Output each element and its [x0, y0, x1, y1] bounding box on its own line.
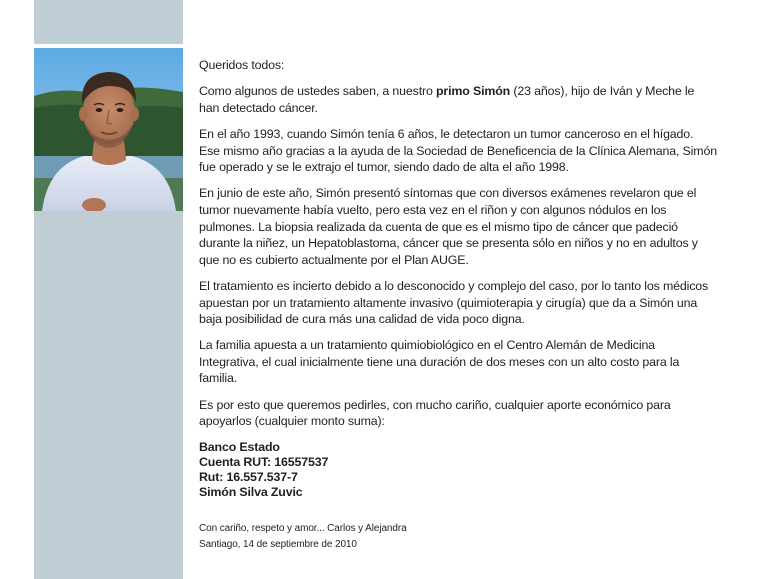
bank-account: Cuenta RUT: 16557537 [199, 454, 329, 469]
letter-body [199, 57, 717, 553]
paragraph-1-start: Como algunos de ustedes saben, a nuestro [199, 84, 437, 99]
letter-paragraph-1 [199, 83, 717, 116]
letter-closing [199, 521, 717, 553]
letter-greeting: Queridos todos: [199, 58, 285, 72]
letter-paragraph-4: El tratamiento es incierto debido a lo desconocido y complejo del caso, por lo tanto los médicos apuestan por un tratamiento altamente invasivo (quimioterapia y cirugía) que da a Simón una baja posibilidad de cura más una calidad de vida poco digna. [199, 278, 709, 327]
letter-paragraph-5: La familia apuesta a un tratamiento quimiobiológico en el Centro Alemán de Medicina Integrativa, el cual inicialmente tiene una duración de dos meses con un alto costo para la familia. [199, 338, 680, 386]
sidebar-top-band [34, 0, 183, 44]
bank-name: Banco Estado [199, 439, 280, 454]
letter-paragraph-2: En el año 1993, cuando Simón tenía 6 años, le detectaron un tumor canceroso en el hígado. Ese mismo año gracias a la ayuda de la Sociedad de Beneficencia de la Clínica Alemana, Simón fue operado y se le extrajo el tumor, siendo dado de alta el año 1998. [199, 126, 717, 175]
letter-paragraph-3: En junio de este año, Simón presentó síntomas que con diversos exámenes revelaron que el tumor nuevamente había vuelto, pero esta vez en el riñon y con algunos nódulos en los pulmones. La biopsia realizada da cuenta de que es el mismo tipo de cáncer que padeció durante la niñez, un Hepatoblastoma, cáncer que se presenta sólo en niños y no en adultos y que no es cubierto actualmente por el Plan AUGE. [199, 186, 698, 267]
letter-paragraph-6: Es por esto que queremos pedirles, con mucho cariño, cualquier aporte económico para apoyarlos (cualquier monto suma): [199, 397, 671, 429]
paragraph-1-end: (23 años), hijo de Iván y Meche le han detectado cáncer. [199, 84, 695, 115]
bank-rut: Rut: 16.557.537-7 [199, 469, 298, 484]
portrait-photo [34, 48, 183, 211]
place-date-line: Santiago, 14 de septiembre de 2010 [199, 538, 357, 550]
sidebar-bottom-band [34, 211, 183, 579]
account-holder: Simón Silva Zuvic [199, 484, 303, 499]
cousin-name-highlight: primo Simón [436, 84, 511, 99]
signature-line: Con cariño, respeto y amor... Carlos y Alejandra [199, 522, 407, 534]
bank-details [199, 440, 717, 500]
